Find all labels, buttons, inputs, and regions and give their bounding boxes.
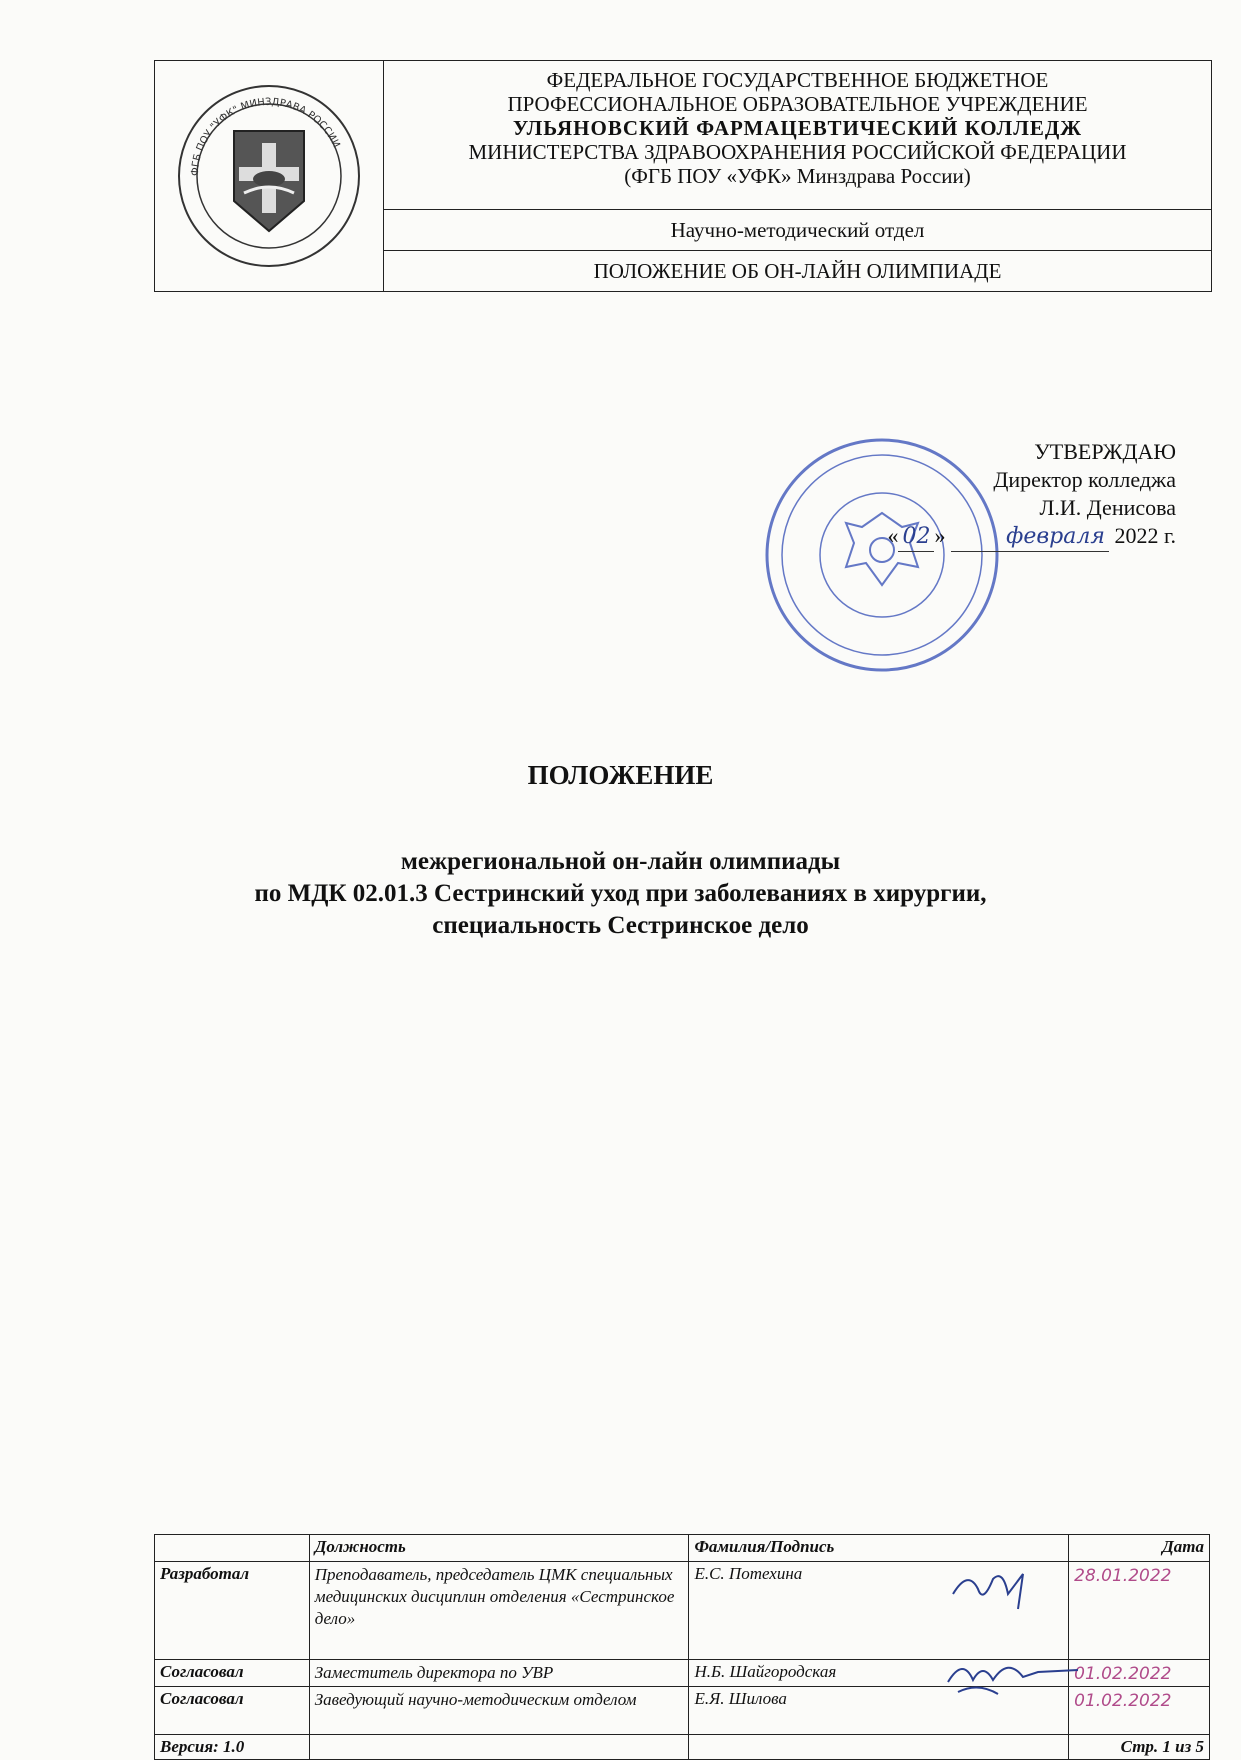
date-cell bbox=[1069, 1562, 1210, 1660]
college-logo bbox=[155, 61, 384, 291]
header-cell: Должность bbox=[309, 1535, 689, 1562]
empty-cell bbox=[689, 1735, 1069, 1760]
empty-cell bbox=[309, 1735, 689, 1760]
org-line-2: ПРОФЕССИОНАЛЬНОЕ ОБРАЗОВАТЕЛЬНОЕ УЧРЕЖДЕНИЕ bbox=[507, 92, 1088, 116]
document-title: ПОЛОЖЕНИЕ bbox=[527, 760, 714, 790]
header-cell: Дата bbox=[1069, 1535, 1210, 1562]
name-cell: Е.Я. Шилова bbox=[689, 1687, 1069, 1735]
approval-year: 2022 г. bbox=[1108, 523, 1176, 548]
date-cell bbox=[1069, 1687, 1210, 1735]
name-text: Е.С. Потехина bbox=[694, 1564, 803, 1583]
doc-name: ПОЛОЖЕНИЕ ОБ ОН-ЛАЙН ОЛИМПИАДЕ bbox=[593, 259, 1002, 283]
position-cell: Заместитель директора по УВР bbox=[309, 1660, 689, 1687]
logo-ring-text: ФГБ ПОУ "УФК" МИНЗДРАВА РОССИИ bbox=[189, 96, 342, 177]
handwritten-date: 28.01.2022 bbox=[1074, 1566, 1172, 1586]
approval-month: февраля bbox=[951, 523, 1109, 552]
page-number: Стр. 1 из 5 bbox=[1069, 1735, 1210, 1760]
approval-heading: УТВЕРЖДАЮ bbox=[1034, 439, 1176, 464]
subtitle-line-1: межрегиональной он-лайн олимпиады bbox=[400, 848, 841, 875]
header-cell bbox=[155, 1535, 310, 1562]
approval-sheet-table bbox=[154, 1534, 1210, 1760]
date-cell bbox=[1069, 1660, 1210, 1687]
subtitle-line-2: по МДК 02.01.3 Сестринский уход при заболеваниях в хирургии, bbox=[254, 880, 987, 907]
approval-block bbox=[887, 438, 1176, 552]
handwritten-date: 01.02.2022 bbox=[1074, 1664, 1172, 1684]
org-line-1: ФЕДЕРАЛЬНОЕ ГОСУДАРСТВЕННОЕ БЮДЖЕТНОЕ bbox=[546, 68, 1049, 92]
department: Научно-методический отдел bbox=[384, 210, 1211, 251]
position-cell: Преподаватель, председатель ЦМК специальных медицинских дисциплин отделения «Сестринское дело» bbox=[309, 1562, 689, 1660]
org-name bbox=[384, 61, 1211, 210]
document-subtitle bbox=[0, 846, 1241, 942]
table-row bbox=[155, 1660, 1210, 1687]
org-line-5: (ФГБ ПОУ «УФК» Минздрава России) bbox=[624, 164, 971, 188]
org-line-3: УЛЬЯНОВСКИЙ ФАРМАЦЕВТИЧЕСКИЙ КОЛЛЕДЖ bbox=[512, 116, 1083, 140]
approval-name: Л.И. Денисова bbox=[1039, 495, 1176, 520]
version-cell: Версия: 1.0 bbox=[155, 1735, 310, 1760]
header-cell: Фамилия/Подпись bbox=[689, 1535, 1069, 1562]
role-cell: Согласовал bbox=[155, 1687, 310, 1735]
subtitle-line-3: специальность Сестринское дело bbox=[432, 912, 809, 939]
table-header-row bbox=[155, 1535, 1210, 1562]
college-emblem-icon bbox=[174, 81, 364, 271]
name-cell bbox=[689, 1660, 1069, 1687]
org-line-4: МИНИСТЕРСТВА ЗДРАВООХРАНЕНИЯ РОССИЙСКОЙ ФЕДЕРАЦИИ bbox=[468, 140, 1127, 164]
position-cell: Заведующий научно-методическим отделом bbox=[309, 1687, 689, 1735]
table-row bbox=[155, 1687, 1210, 1735]
approval-date: « 02 » февраля 2022 г. bbox=[887, 522, 1176, 552]
table-row bbox=[155, 1562, 1210, 1660]
approval-position: Директор колледжа bbox=[993, 467, 1176, 492]
approval-day: 02 bbox=[898, 523, 934, 552]
signature-icon bbox=[948, 1564, 1058, 1614]
handwritten-date: 01.02.2022 bbox=[1074, 1691, 1172, 1711]
name-cell bbox=[689, 1562, 1069, 1660]
document-header bbox=[154, 60, 1212, 292]
org-info bbox=[384, 61, 1211, 291]
role-cell: Разработал bbox=[155, 1562, 310, 1660]
table-footer-row bbox=[155, 1735, 1210, 1760]
role-cell: Согласовал bbox=[155, 1660, 310, 1687]
name-text: Н.Б. Шайгородская bbox=[694, 1662, 837, 1681]
